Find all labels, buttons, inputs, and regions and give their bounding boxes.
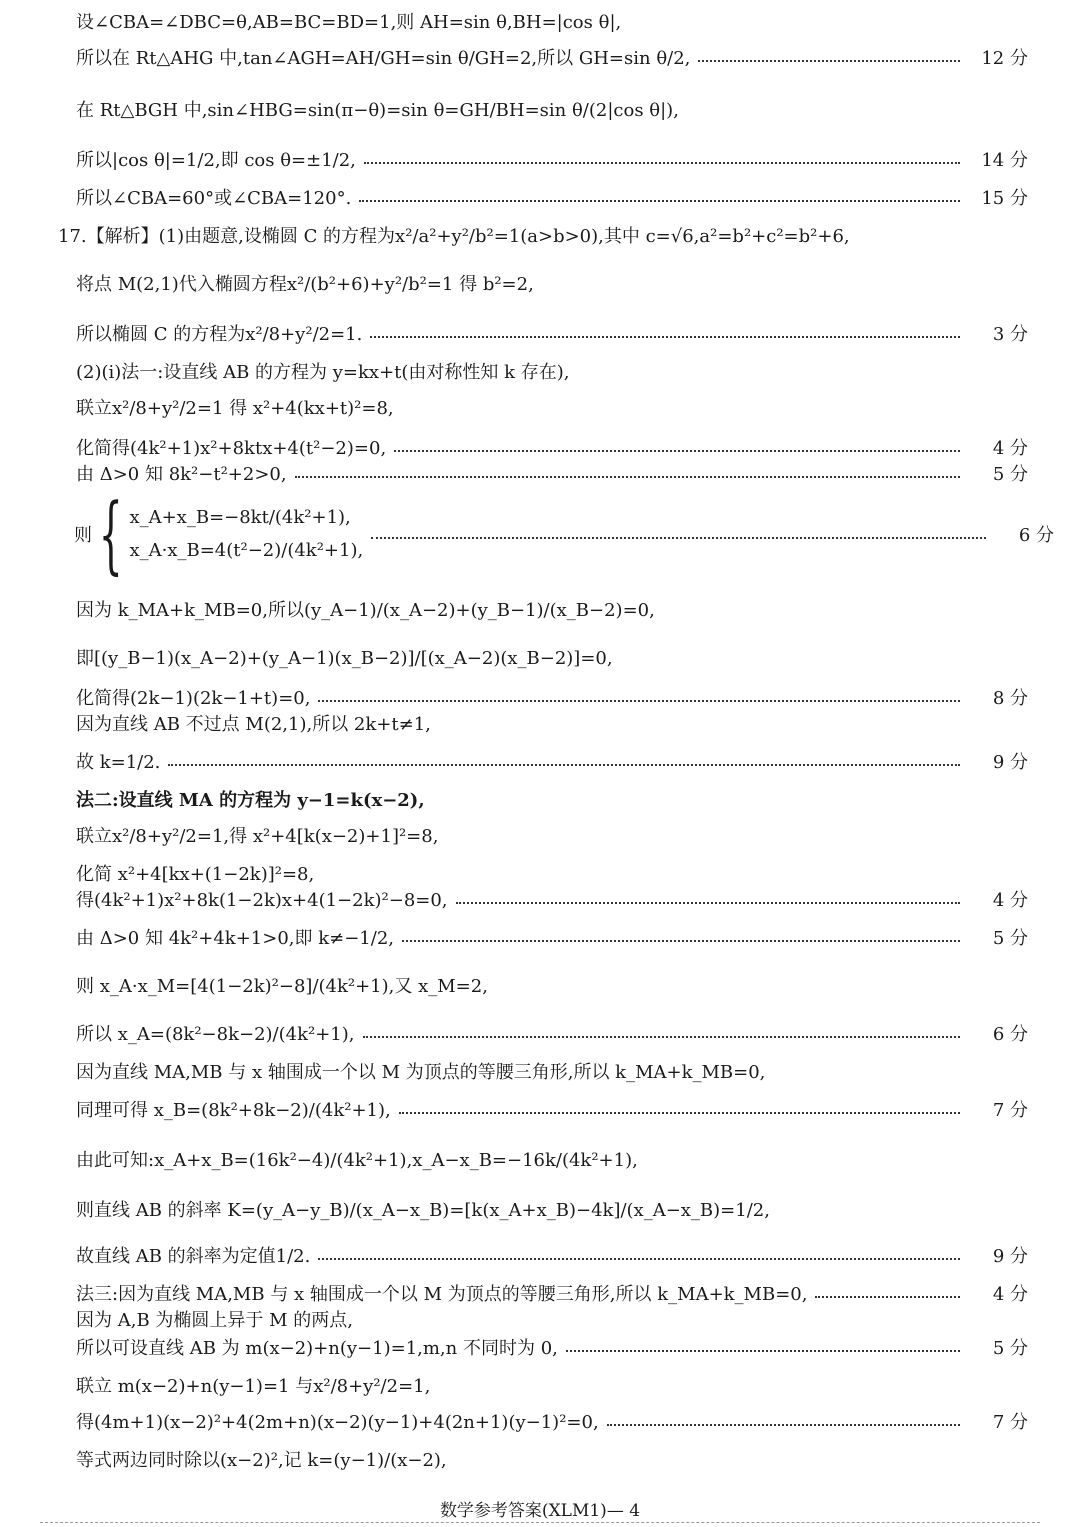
- line-text: 则直线 AB 的斜率 K=(y_A−y_B)/(x_A−x_B)=[k(x_A+x_B)−4k]/(x_A−x_B)=1/2,: [76, 1200, 770, 1221]
- dot-leader: [318, 1258, 960, 1260]
- line-text: (2)(ⅰ)法一:设直线 AB 的方程为 y=kx+t(由对称性知 k 存在),: [76, 362, 570, 383]
- line-text: 法三:因为直线 MA,MB 与 x 轴围成一个以 M 为顶点的等腰三角形,所以 k_MA+k_MB=0,: [76, 1284, 808, 1305]
- dot-leader: [318, 700, 960, 702]
- line-text: 故直线 AB 的斜率为定值1/2.: [76, 1246, 311, 1267]
- line-text: 化简得(2k−1)(2k−1+t)=0,: [76, 688, 311, 709]
- line-text: 则 x_A·x_M=[4(1−2k)²−8]/(4k²+1),又 x_M=2,: [76, 976, 488, 997]
- line-text: 因为直线 AB 不过点 M(2,1),所以 2k+t≠1,: [76, 714, 431, 735]
- line-text: 设∠CBA=∠DBC=θ,AB=BC=BD=1,则 AH=sin θ,BH=|cos θ|,: [76, 12, 622, 33]
- text-line-24: [0, 1020, 1080, 1046]
- score-label: 5 分: [992, 464, 1028, 485]
- dot-leader: [394, 450, 960, 452]
- system-rows: [129, 507, 363, 561]
- text-line-8: [0, 320, 1080, 346]
- score-label: 12 分: [981, 48, 1028, 69]
- dot-leader: [364, 162, 960, 164]
- text-line-16: [0, 710, 1080, 736]
- text-line-26: [0, 1096, 1080, 1122]
- dot-leader: [698, 60, 960, 62]
- score-label: 4 分: [992, 890, 1028, 911]
- line-text: 所以在 Rt△AHG 中,tan∠AGH=AH/GH=sin θ/GH=2,所以 GH=sin θ/2,: [76, 48, 691, 69]
- dot-leader: [402, 940, 960, 942]
- text-line-28: [0, 1196, 1080, 1222]
- score-label: 7 分: [992, 1412, 1028, 1433]
- text-line-3: [0, 96, 1080, 122]
- line-text: 在 Rt△BGH 中,sin∠HBG=sin(π−θ)=sin θ=GH/BH=sin θ/(2|cos θ|),: [76, 100, 679, 121]
- line-text: 联立 m(x−2)+n(y−1)=1 与x²/8+y²/2=1,: [76, 1376, 431, 1397]
- text-line-14: [0, 644, 1080, 670]
- score-label: 14 分: [981, 150, 1028, 171]
- text-line-23: [0, 972, 1080, 998]
- score-label: 4 分: [992, 438, 1028, 459]
- line-text: 由 Δ>0 知 8k²−t²+2>0,: [76, 464, 287, 485]
- line-text: 由 Δ>0 知 4k²+4k+1>0,即 k≠−1/2,: [76, 928, 394, 949]
- line-text: 所以可设直线 AB 为 m(x−2)+n(y−1)=1,m,n 不同时为 0,: [76, 1338, 558, 1359]
- dot-leader: [295, 476, 960, 478]
- score-label: 6 分: [1018, 525, 1054, 546]
- text-line-15: [0, 684, 1080, 710]
- score-label: 9 分: [992, 1246, 1028, 1267]
- score-label: 8 分: [992, 688, 1028, 709]
- dot-leader: [399, 1112, 960, 1114]
- line-text: 所以 x_A=(8k²−8k−2)/(4k²+1),: [76, 1024, 355, 1045]
- line-text: 因为 k_MA+k_MB=0,所以(y_A−1)/(x_A−2)+(y_B−1)/(x_B−2)=0,: [76, 600, 655, 621]
- system-prefix: 则: [74, 525, 92, 546]
- score-label: 3 分: [992, 324, 1028, 345]
- system-row-1: x_A+x_B=−8kt/(4k²+1),: [129, 507, 351, 528]
- dot-leader: [607, 1424, 960, 1426]
- dot-leader: [456, 902, 960, 904]
- dot-leader: [363, 1036, 961, 1038]
- page-footer: 数学参考答案(XLM1)— 4: [439, 1501, 641, 1521]
- dot-leader: [566, 1350, 960, 1352]
- text-line-2: [0, 44, 1080, 70]
- line-text: 得(4m+1)(x−2)²+4(2m+n)(x−2)(y−1)+4(2n+1)(y−1)²=0,: [76, 1412, 599, 1433]
- text-line-32: [0, 1334, 1080, 1360]
- text-line-13: [0, 596, 1080, 622]
- footer-divider: [40, 1522, 1040, 1523]
- score-label: 5 分: [992, 928, 1028, 949]
- line-text: 法二:设直线 MA 的方程为 y−1=k(x−2),: [76, 790, 425, 811]
- line-text: 所以∠CBA=60°或∠CBA=120°.: [76, 188, 352, 209]
- line-text: 等式两边同时除以(x−2)²,记 k=(y−1)/(x−2),: [76, 1450, 447, 1471]
- text-line-29: [0, 1242, 1080, 1268]
- text-line-18: [0, 786, 1080, 812]
- score-label: 9 分: [992, 752, 1028, 773]
- score-label: 6 分: [992, 1024, 1028, 1045]
- dot-leader: [359, 200, 960, 202]
- text-line-20: [0, 860, 1080, 886]
- line-text: 化简得(4k²+1)x²+8ktx+4(t²−2)=0,: [76, 438, 387, 459]
- dot-leader: [370, 336, 960, 338]
- text-line-6: [0, 222, 1080, 248]
- score-label: 15 分: [981, 188, 1028, 209]
- line-text: 将点 M(2,1)代入椭圆方程x²/(b²+6)+y²/b²=1 得 b²=2,: [76, 274, 534, 295]
- text-line-1: [0, 8, 1080, 34]
- line-text: 17.【解析】(1)由题意,设椭圆 C 的方程为x²/a²+y²/b²=1(a>b>0),其中 c=√6,a²=b²+c²=b²+6,: [58, 226, 850, 247]
- text-line-19: [0, 822, 1080, 848]
- line-text: 联立x²/8+y²/2=1 得 x²+4(kx+t)²=8,: [76, 398, 394, 419]
- text-line-31: [0, 1306, 1080, 1332]
- text-line-35: [0, 1446, 1080, 1472]
- line-text: 同理可得 x_B=(8k²+8k−2)/(4k²+1),: [76, 1100, 391, 1121]
- text-line-7: [0, 270, 1080, 296]
- text-line-22: [0, 924, 1080, 950]
- score-label: 5 分: [992, 1338, 1028, 1359]
- system-row-2: x_A·x_B=4(t²−2)/(4k²+1),: [129, 540, 364, 561]
- text-line-33: [0, 1372, 1080, 1398]
- text-line-11: [0, 434, 1080, 460]
- score-label: 4 分: [992, 1284, 1028, 1305]
- dot-leader: [371, 537, 986, 539]
- line-text: 即[(y_B−1)(x_A−2)+(y_A−1)(x_B−2)]/[(x_A−2)(x_B−2)]=0,: [76, 648, 613, 669]
- line-text: 因为 A,B 为椭圆上异于 M 的两点,: [76, 1310, 353, 1331]
- text-line-21: [0, 886, 1080, 912]
- line-text: 联立x²/8+y²/2=1,得 x²+4[k(x−2)+1]²=8,: [76, 826, 439, 847]
- line-text: 所以|cos θ|=1/2,即 cos θ=±1/2,: [76, 150, 356, 171]
- line-text: 由此可知:x_A+x_B=(16k²−4)/(4k²+1),x_A−x_B=−16k/(4k²+1),: [76, 1150, 638, 1171]
- line-text: 故 k=1/2.: [76, 752, 161, 773]
- text-line-30: [0, 1280, 1080, 1306]
- text-line-27: [0, 1146, 1080, 1172]
- line-text: 得(4k²+1)x²+8k(1−2k)x+4(1−2k)²−8=0,: [76, 890, 448, 911]
- text-line-10: [0, 394, 1080, 420]
- left-brace-icon: {: [98, 485, 123, 583]
- line-text: 化简 x²+4[kx+(1−2k)]²=8,: [76, 864, 315, 885]
- text-line-9: [0, 358, 1080, 384]
- dot-leader: [815, 1296, 960, 1298]
- text-line-17: [0, 748, 1080, 774]
- dot-leader: [168, 764, 960, 766]
- score-label: 7 分: [992, 1100, 1028, 1121]
- line-text: 因为直线 MA,MB 与 x 轴围成一个以 M 为顶点的等腰三角形,所以 k_MA+k_MB=0,: [76, 1062, 766, 1083]
- text-line-4: [0, 146, 1080, 172]
- equation-system: [74, 485, 1054, 583]
- line-text: 所以椭圆 C 的方程为x²/8+y²/2=1.: [76, 324, 363, 345]
- text-line-25: [0, 1058, 1080, 1084]
- text-line-34: [0, 1408, 1080, 1434]
- text-line-5: [0, 184, 1080, 210]
- text-line-12: [0, 460, 1080, 486]
